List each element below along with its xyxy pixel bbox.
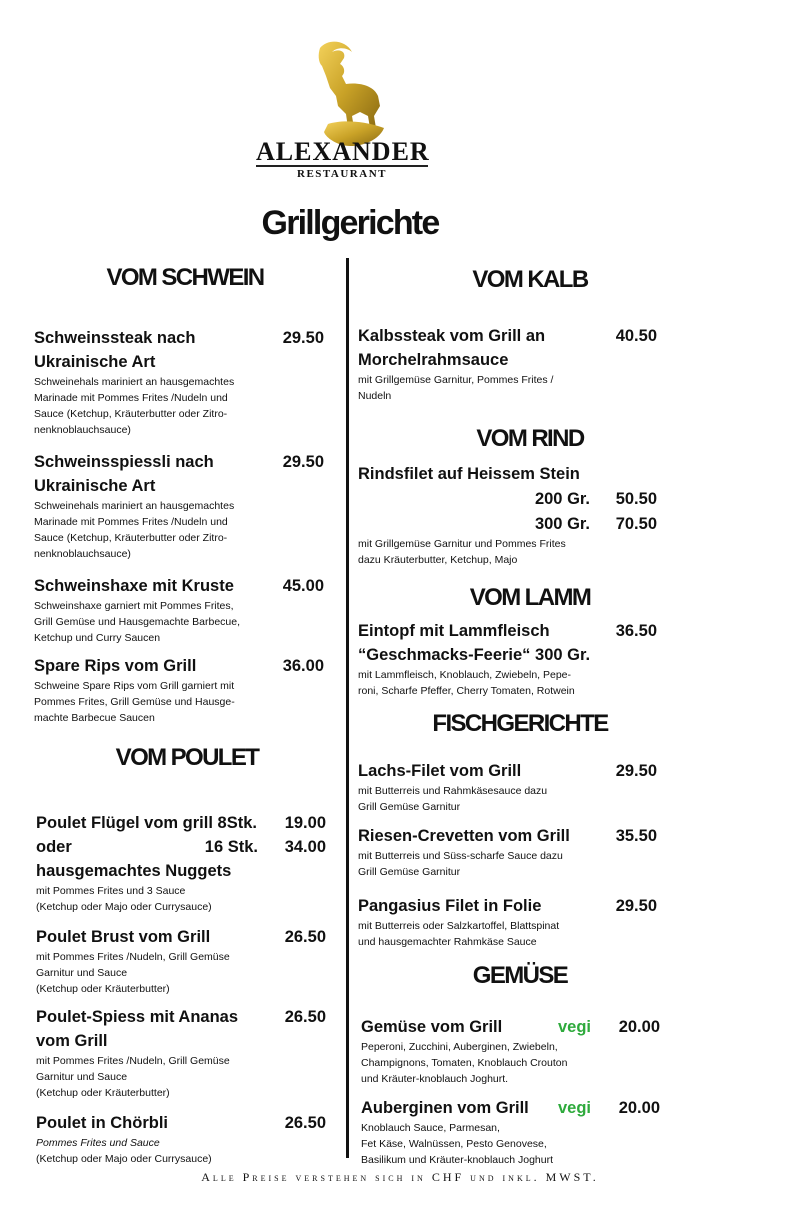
section-heading-rind: VOM RIND — [476, 425, 584, 452]
dish-name: Riesen-Crevetten vom Grill — [358, 827, 570, 845]
dish-description: mit Pommes Frites /Nudeln, Grill Gemüse Garnitur und Sauce (Ketchup oder Kräuterbutter) — [36, 951, 230, 995]
dish-price: 20.00 — [618, 1018, 660, 1036]
dish-name: Lachs-Filet vom Grill — [358, 762, 522, 780]
dish-price: 34.00 — [284, 838, 326, 856]
dish-name: vom Grill — [36, 1032, 108, 1050]
dish-name: Schweinssteak nach — [34, 329, 196, 347]
dish-description: mit Pommes Frites /Nudeln, Grill Gemüse Garnitur und Sauce (Ketchup oder Kräuterbutter) — [36, 1055, 230, 1099]
dish-name: Rindsfilet auf Heissem Stein — [358, 465, 580, 483]
dish-size: 16 Stk. — [204, 838, 258, 856]
dish-name: Poulet Brust vom Grill — [36, 928, 211, 946]
ibex-gold-icon — [300, 36, 390, 148]
dish-price: 36.50 — [615, 622, 657, 640]
dish-price: 19.00 — [284, 814, 326, 832]
dish-name: Ukrainische Art — [34, 353, 156, 371]
section-heading-lamm: VOM LAMM — [469, 584, 591, 611]
column-divider — [346, 258, 349, 1158]
dish-price: 26.50 — [284, 1008, 326, 1026]
brand-divider — [256, 165, 428, 167]
dish-name: Spare Rips vom Grill — [34, 657, 197, 675]
dish-price: 36.00 — [282, 657, 324, 675]
dish-name: Ukrainische Art — [34, 477, 156, 495]
dish-name: Gemüse vom Grill — [361, 1018, 503, 1036]
dish-description: Schweine Spare Rips vom Grill garniert mit Pommes Frites, Grill Gemüse und Hausge- machte Barbecue Saucen — [34, 680, 235, 724]
dish-description: Schweinehals mariniert an hausgemachtes Marinade mit Pommes Frites /Nudeln und Sauce (Ketchup, Kräuterbutter oder Zitro- nenknoblauchsauce) — [34, 500, 235, 560]
section-heading-fisch: FISCHGERICHTE — [432, 710, 608, 737]
dish-name: “Geschmacks-Feerie“ 300 Gr. — [358, 646, 591, 664]
brand-name: ALEXANDER — [256, 137, 430, 166]
dish-description: mit Grillgemüse Garnitur, Pommes Frites / Nudeln — [358, 374, 554, 402]
dish-name: Kalbssteak vom Grill an — [358, 327, 546, 345]
section-heading-gemuese: GEMÜSE — [472, 962, 568, 989]
dish-size: 200 Gr. — [534, 490, 590, 508]
dish-price: 29.50 — [282, 453, 324, 471]
page-title: Grillgerichte — [261, 204, 439, 242]
dish-description: mit Pommes Frites und 3 Sauce (Ketchup oder Majo oder Currysauce) — [36, 885, 212, 913]
dish-description: mit Butterreis und Süss-scharfe Sauce dazu Grill Gemüse Garnitur — [358, 850, 563, 878]
dish-price: 50.50 — [615, 490, 657, 508]
section-heading-schwein: VOM SCHWEIN — [106, 264, 264, 291]
dish-name: hausgemachtes Nuggets — [36, 862, 232, 880]
dish-name: Schweinshaxe mit Kruste — [34, 577, 234, 595]
dish-name: Poulet Flügel vom grill 8Stk. — [36, 814, 257, 832]
dish-price: 40.50 — [615, 327, 657, 345]
dish-price: 29.50 — [615, 897, 657, 915]
dish-price: 70.50 — [615, 515, 657, 533]
dish-description: Schweinshaxe garniert mit Pommes Frites, Grill Gemüse und Hausgemachte Barbecue, Ketchup und Curry Saucen — [34, 600, 241, 644]
dish-description: mit Butterreis oder Salzkartoffel, Blattspinat und hausgemachter Rahmkäse Sauce — [358, 920, 560, 948]
dish-name: Morchelrahmsauce — [358, 351, 509, 369]
footer-note: Alle Preise verstehen sich in CHF und inkl. MWST. — [201, 1170, 599, 1184]
section-heading-poulet: VOM POULET — [115, 744, 259, 771]
dish-description: Knoblauch Sauce, Parmesan, Fet Käse, Walnüssen, Pesto Genovese, Basilikum und Kräuter-knoblauch Joghurt — [361, 1122, 554, 1166]
dish-price: 35.50 — [615, 827, 657, 845]
dish-name: Poulet in Chörbli — [36, 1114, 168, 1132]
dish-description: mit Grillgemüse Garnitur und Pommes Frites dazu Kräuterbutter, Ketchup, Majo — [358, 538, 566, 566]
dish-description: Peperoni, Zucchini, Auberginen, Zwiebeln, Champignons, Tomaten, Knoblauch Crouton und Kräuter-knoblauch Joghurt. — [361, 1041, 568, 1085]
dish-description: Pommes Frites und Sauce (Ketchup oder Majo oder Currysauce) — [36, 1137, 212, 1165]
dish-name: Pangasius Filet in Folie — [358, 897, 542, 915]
dish-name: Auberginen vom Grill — [361, 1099, 529, 1117]
dish-description: mit Lammfleisch, Knoblauch, Zwiebeln, Pepe- roni, Scharfe Pfeffer, Cherry Tomaten, Rotwein — [358, 669, 575, 697]
dish-price: 29.50 — [615, 762, 657, 780]
dish-price: 26.50 — [284, 928, 326, 946]
dish-name: oder — [36, 838, 72, 856]
dish-name: Poulet-Spiess mit Ananas — [36, 1008, 239, 1026]
dish-size: 300 Gr. — [534, 515, 590, 533]
dish-price: 45.00 — [282, 577, 324, 595]
brand-sub: RESTAURANT — [297, 168, 387, 180]
vegi-badge: vegi — [558, 1018, 592, 1036]
dish-price: 20.00 — [618, 1099, 660, 1117]
dish-description: Schweinehals mariniert an hausgemachtes Marinade mit Pommes Frites /Nudeln und Sauce (Ketchup, Kräuterbutter oder Zitro- nenknoblauchsauce) — [34, 376, 235, 436]
dish-price: 26.50 — [284, 1114, 326, 1132]
dish-price: 29.50 — [282, 329, 324, 347]
dish-name: Eintopf mit Lammfleisch — [358, 622, 550, 640]
dish-name: Schweinsspiessli nach — [34, 453, 214, 471]
vegi-badge: vegi — [558, 1099, 592, 1117]
dish-description: mit Butterreis und Rahmkäsesauce dazu Grill Gemüse Garnitur — [358, 785, 548, 813]
section-heading-kalb: VOM KALB — [472, 266, 588, 293]
